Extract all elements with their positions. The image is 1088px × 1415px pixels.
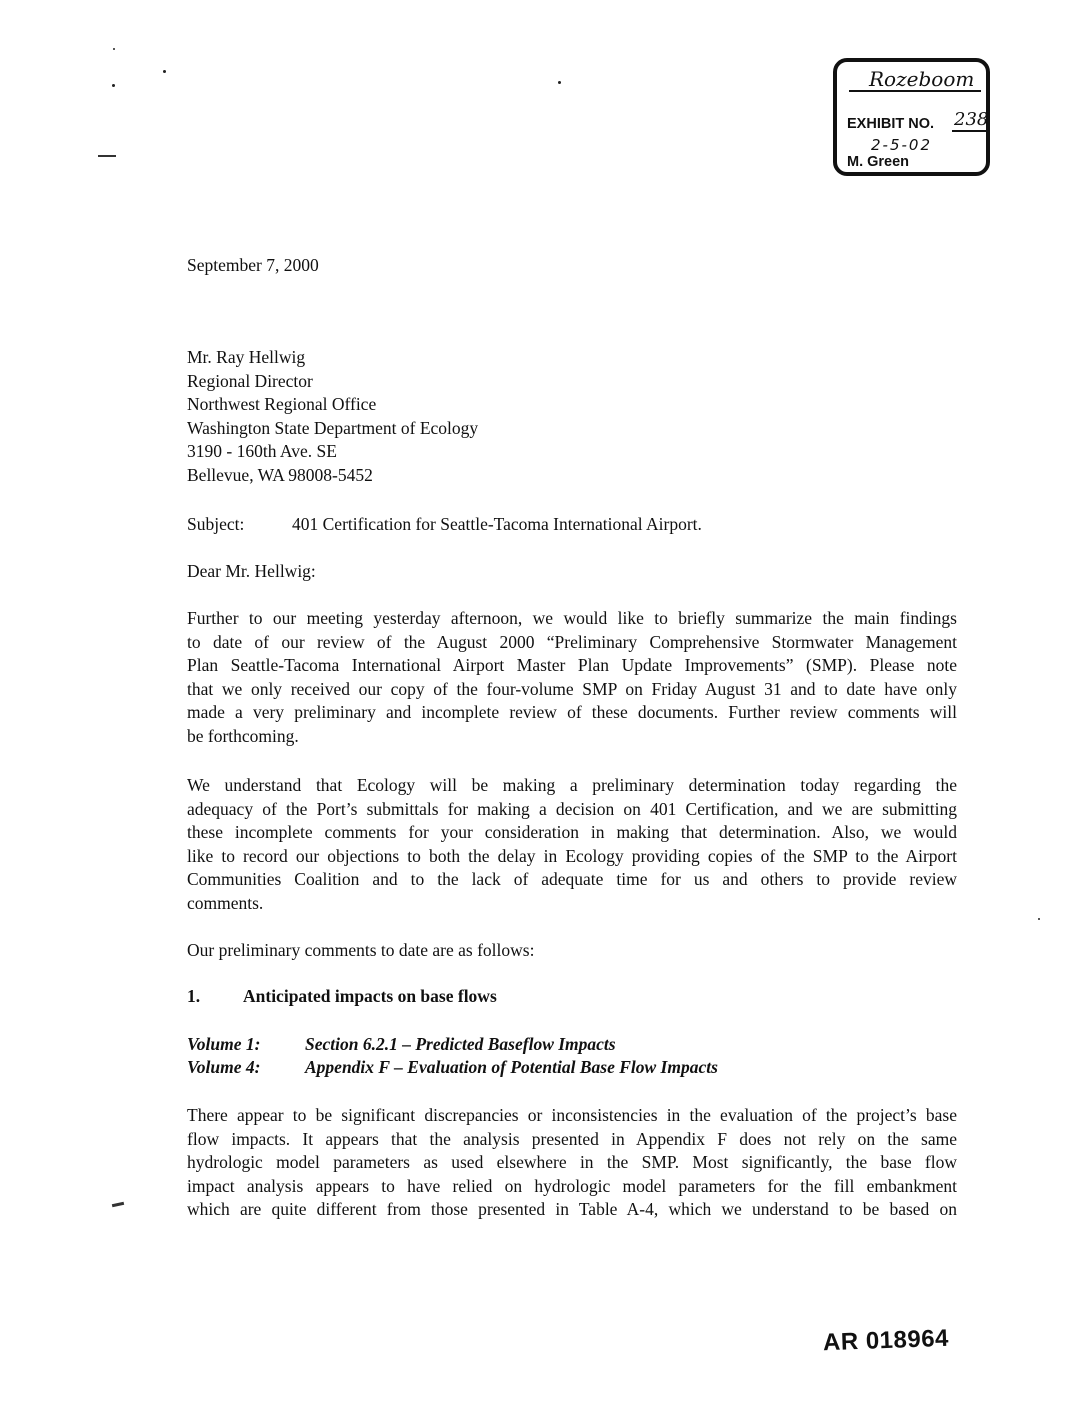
stamp-exhibit-label: EXHIBIT NO. [847, 116, 935, 132]
stamp-exhibit-number: 238 [954, 109, 989, 130]
paragraph-line: There appear to be significant discrepancies or inconsistencies in the evaluation of the project’s base [187, 1105, 957, 1125]
reference-title-4: Appendix F – Evaluation of Potential Base Flow Impacts [305, 1057, 718, 1077]
paragraph-line: Further to our meeting yesterday afternoon, we would like to briefly summarize the main findings [187, 608, 957, 628]
reference-volume-4: Volume 4: [187, 1057, 261, 1077]
scan-speck [558, 81, 561, 84]
paragraph-line: hydrologic model parameters as used elsewhere in the SMP. Most significantly, the base flow [187, 1152, 957, 1172]
body-paragraph-3: Our preliminary comments to date are as follows: [187, 940, 535, 960]
paragraph-line: be forthcoming. [187, 725, 299, 746]
recipient-title: Regional Director [187, 370, 313, 391]
paragraph-line: adequacy of the Port’s submittals for making a decision on 401 Certification, and we are submitting [187, 798, 957, 819]
recipient-name: Mr. Ray Hellwig [187, 347, 306, 367]
paragraph-line: flow impacts. It appears that the analysis presented in Appendix F does not rely on the same [187, 1128, 957, 1149]
subject-text: 401 Certification for Seattle-Tacoma International Airport. [292, 514, 702, 534]
paragraph-line: We understand that Ecology will be making a preliminary determination today regarding the [187, 775, 957, 795]
scan-mark [98, 155, 116, 157]
paragraph-line: Communities Coalition and to the lack of adequate time for us and others to provide review [187, 869, 957, 889]
body-paragraph-4 [187, 1104, 957, 1222]
body-paragraph-1 [187, 607, 957, 748]
body-paragraph-2 [187, 774, 957, 915]
section-number: 1. [187, 986, 201, 1006]
recipient-street: 3190 - 160th Ave. SE [187, 441, 337, 461]
scan-speck [1038, 918, 1040, 920]
letter-date: September 7, 2000 [187, 255, 319, 275]
recipient-office: Northwest Regional Office [187, 394, 377, 414]
exhibit-stamp [833, 58, 990, 176]
recipient-city: Bellevue, WA 98008-5452 [187, 464, 373, 485]
stamp-signature: Rozeboom [849, 66, 981, 92]
paragraph-line: impact analysis appears to have relied on hydrologic model parameters for the fill embankment [187, 1175, 957, 1196]
scan-speck [113, 48, 115, 50]
paragraph-line: made a very preliminary and incomplete review of these documents. Further review comments will [187, 702, 957, 722]
recipient-organization: Washington State Department of Ecology [187, 417, 479, 438]
reference-volume-1: Volume 1: [187, 1034, 261, 1054]
scan-speck [112, 84, 115, 87]
paragraph-line: that we only received our copy of the four-volume SMP on Friday August 31 and to date have only [187, 678, 957, 699]
section-heading: Anticipated impacts on base flows [243, 986, 497, 1006]
paragraph-line: comments. [187, 892, 264, 913]
paragraph-line: to date of our review of the August 2000 “Preliminary Comprehensive Stormwater Management [187, 631, 957, 652]
reference-title-1: Section 6.2.1 – Predicted Baseflow Impacts [305, 1034, 616, 1054]
stamp-reporter: M. Green [847, 154, 910, 170]
recipient-address [187, 346, 478, 487]
subject-label: Subject: [187, 514, 245, 534]
paragraph-line: like to record our objections to both the delay in Ecology providing copies of the SMP to the Airport [187, 845, 957, 866]
paragraph-line: these incomplete comments for your consideration in making that determination. Also, we would [187, 822, 957, 842]
paragraph-line: which are quite different from those presented in Table A-4, which we understand to be based on [187, 1199, 957, 1219]
salutation: Dear Mr. Hellwig: [187, 561, 316, 581]
scan-speck [163, 70, 166, 73]
stamp-date: 2-5-02 [871, 136, 932, 154]
bates-number: AR 018964 [822, 1324, 950, 1357]
paragraph-line: Plan Seattle-Tacoma International Airport Master Plan Update Improvements” (SMP). Please note [187, 655, 957, 675]
scan-mark [112, 1202, 124, 1207]
